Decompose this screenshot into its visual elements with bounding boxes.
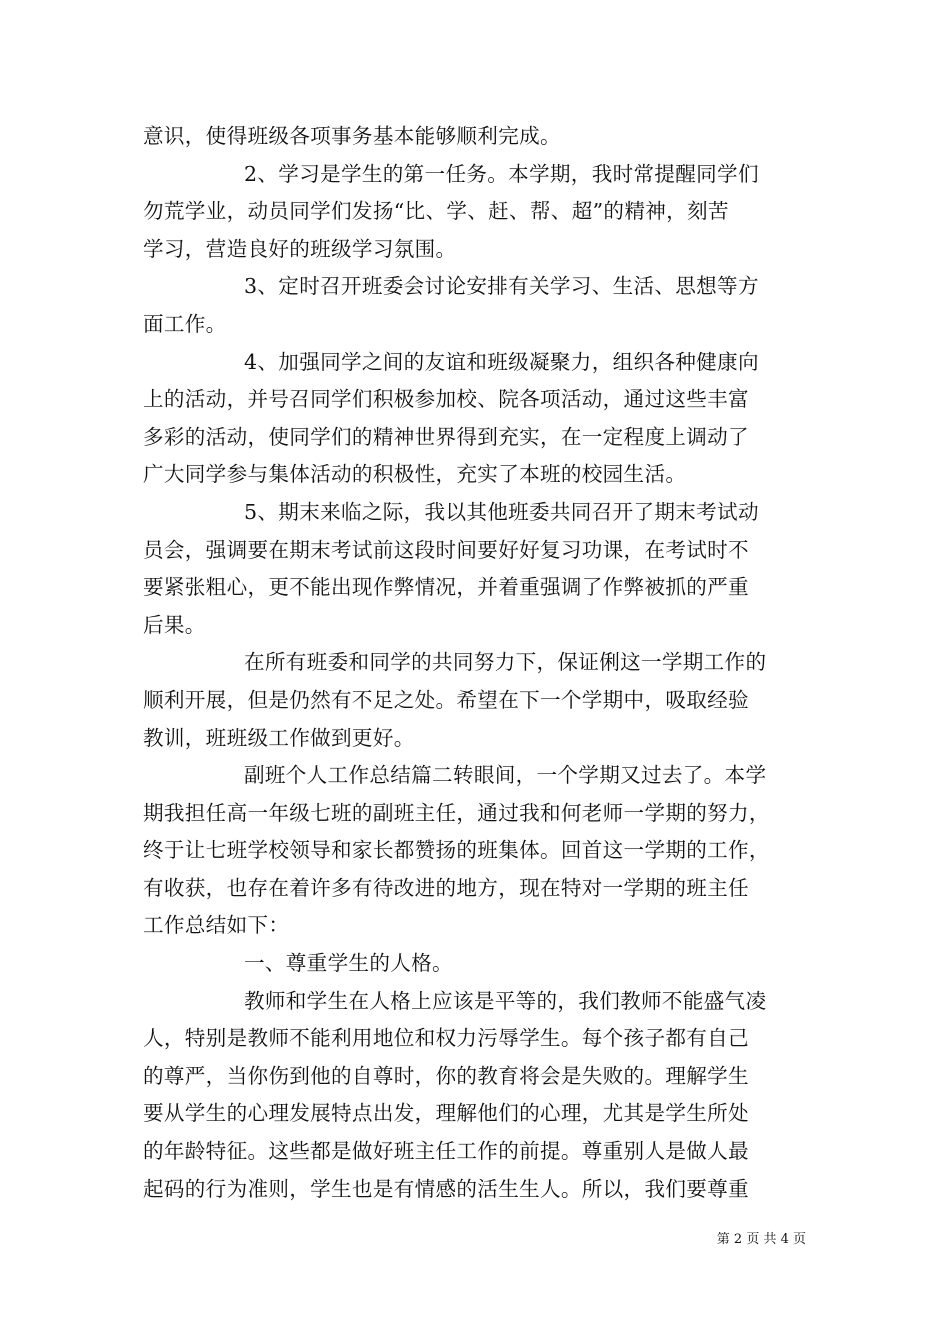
text-line: 3、定时召开班委会讨论安排有关学习、生活、思想等方 xyxy=(244,274,759,299)
text-line: 勿荒学业，动员同学们发扬“比、学、赶、帮、超”的精神，刻苦 xyxy=(143,199,729,224)
text-line: 后果。 xyxy=(143,612,206,637)
text-line: 工作总结如下： xyxy=(143,913,290,938)
text-line: 意识，使得班级各项事务基本能够顺利完成。 xyxy=(143,124,561,148)
text-line: 上的活动，并号召同学们积极参加校、院各项活动，通过这些丰富 xyxy=(143,387,749,412)
text-line: 人，特别是教师不能利用地位和权力污辱学生。每个孩子都有自己 xyxy=(143,1026,749,1051)
text-line: 要从学生的心理发展特点出发，理解他们的心理，尤其是学生所处 xyxy=(143,1101,749,1126)
text-line: 2、学习是学生的第一任务。本学期，我时常提醒同学们 xyxy=(244,161,759,186)
text-line: 的尊严，当你伤到他的自尊时，你的教育将会是失败的。理解学生 xyxy=(143,1063,749,1088)
text-line: 员会，强调要在期末考试前这段时间要好好复习功课，在考试时不 xyxy=(143,537,749,562)
text-line: 学习，营造良好的班级学习氛围。 xyxy=(143,236,457,261)
document-body xyxy=(143,118,807,1208)
text-line: 的年龄特征。这些都是做好班主任工作的前提。尊重别人是做人最 xyxy=(143,1139,749,1164)
text-line: 起码的行为准则，学生也是有情感的活生生人。所以，我们要尊重 xyxy=(143,1176,749,1201)
text-line: 顺利开展，但是仍然有不足之处。希望在下一个学期中，吸取经验 xyxy=(143,687,749,712)
text-line: 副班个人工作总结篇二转眼间，一个学期又过去了。本学 xyxy=(244,763,767,788)
text-line: 要紧张粗心，更不能出现作弊情况，并着重强调了作弊被抓的严重 xyxy=(143,575,749,600)
text-line: 终于让七班学校领导和家长都赞扬的班集体。回首这一学期的工作， xyxy=(143,838,770,863)
text-line: 有收获，也存在着许多有待改进的地方，现在特对一学期的班主任 xyxy=(143,875,749,900)
text-line: 广大同学参与集体活动的积极性，充实了本班的校园生活。 xyxy=(143,462,687,487)
page-number: 第 2 页 共 4 页 xyxy=(716,1232,806,1247)
text-line: 在所有班委和同学的共同努力下，保证俐这一学期工作的 xyxy=(244,650,767,675)
text-line: 教师和学生在人格上应该是平等的，我们教师不能盛气凌 xyxy=(244,988,767,1013)
section-heading: 一、尊重学生的人格。 xyxy=(244,951,453,976)
text-line: 4、加强同学之间的友谊和班级凝聚力，组织各种健康向 xyxy=(244,349,759,374)
text-line: 5、期末来临之际，我以其他班委共同召开了期末考试动 xyxy=(244,499,759,524)
text-line: 教训，班班级工作做到更好。 xyxy=(143,725,415,750)
text-line: 期我担任高一年级七班的副班主任，通过我和何老师一学期的努力， xyxy=(143,800,770,825)
text-line: 多彩的活动，使同学们的精神世界得到充实，在一定程度上调动了 xyxy=(143,424,749,449)
text-line: 面工作。 xyxy=(143,311,227,336)
